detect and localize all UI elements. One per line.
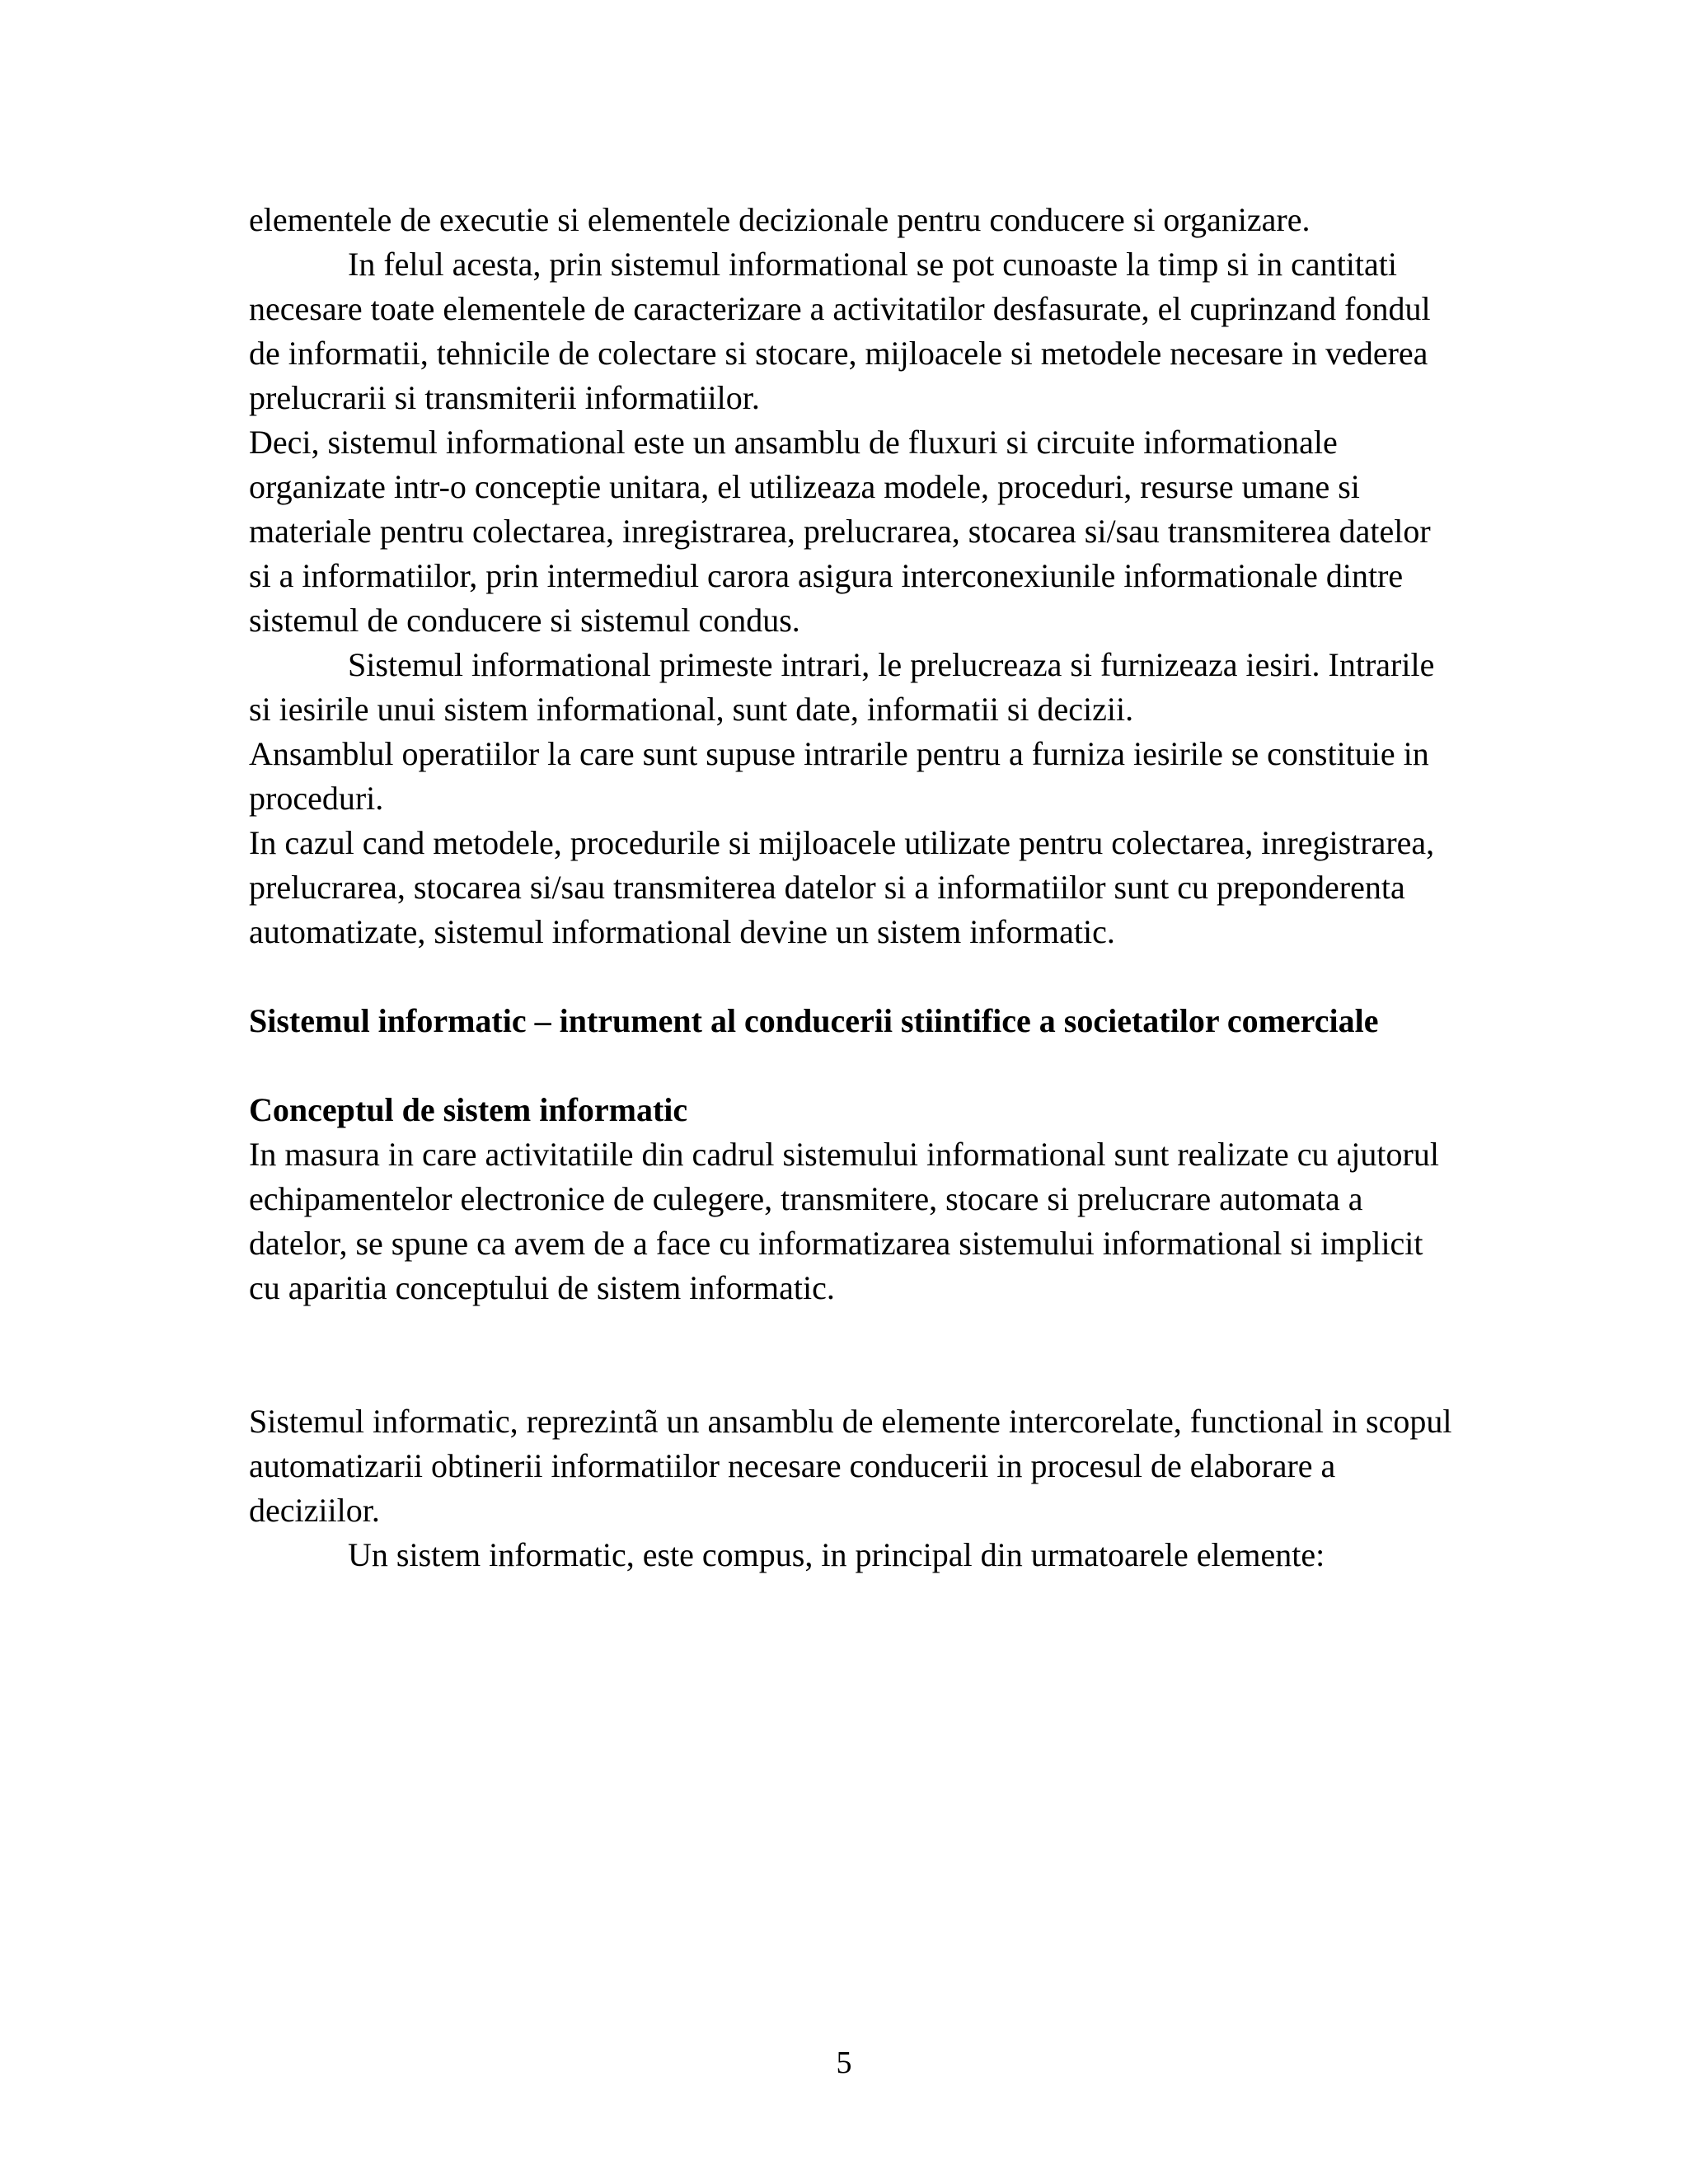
paragraph: Sistemul informational primeste intrari, le prelucreaza si furnizeaza iesiri. Intrarile si iesirile unui sistem informational, sunt date, informatii si decizii. (249, 646, 1435, 728)
paragraph: In masura in care activitatiile din cadrul sistemului informational sunt realizate cu ajutorul echipamentelor electronice de culegere, transmitere, stocare si prelucrare automata a datelor, se spune ca avem de a face cu informatizarea sistemului informational si implicit cu aparitia conceptului de sistem informatic. (249, 1136, 1439, 1306)
section-heading: Sistemul informatic – intrument al conducerii stiintifice a societatilor comerciale (249, 1002, 1379, 1039)
paragraph: In felul acesta, prin sistemul informational se pot cunoaste la timp si in cantitati necesare toate elementele de caracterizare a activitatilor desfasurate, el cuprinzand fondul de informatii, tehnicile de colectare si stocare, mijloacele si metodele necesare in vederea prelucrarii si transmiterii informatiilor. (249, 246, 1431, 416)
paragraph: In cazul cand metodele, procedurile si mijloacele utilizate pentru colectarea, inregistrarea, prelucrarea, stocarea si/sau transmiterea datelor si a informatiilor sunt cu preponderenta automatizate, sistemul informational devine un sistem informatic. (249, 824, 1435, 950)
page-number: 5 (836, 2046, 852, 2080)
paragraph: Ansamblul operatiilor la care sunt supuse intrarile pentru a furniza iesirile se constituie in proceduri. (249, 735, 1429, 817)
paragraph: elementele de executie si elementele decizionale pentru conducere si organizare. (249, 201, 1311, 238)
paragraph: Un sistem informatic, este compus, in principal din urmatoarele elemente: (348, 1536, 1325, 1573)
paragraph: Sistemul informatic, reprezintã un ansamblu de elemente intercorelate, functional in scopul automatizarii obtinerii informatiilor necesare conducerii in procesul de elaborare a deciziilor. (249, 1403, 1452, 1529)
page-body (249, 198, 1461, 1577)
subsection-heading: Conceptul de sistem informatic (249, 1091, 688, 1128)
paragraph: Deci, sistemul informational este un ansamblu de fluxuri si circuite informationale organizate intr-o conceptie unitara, el utilizeaza modele, proceduri, resurse umane si materiale pentru colectarea, inregistrarea, prelucrarea, stocarea si/sau transmiterea datelor si a informatiilor, prin intermediul carora asigura interconexiunile informationale dintre sistemul de conducere si sistemul condus. (249, 424, 1431, 639)
